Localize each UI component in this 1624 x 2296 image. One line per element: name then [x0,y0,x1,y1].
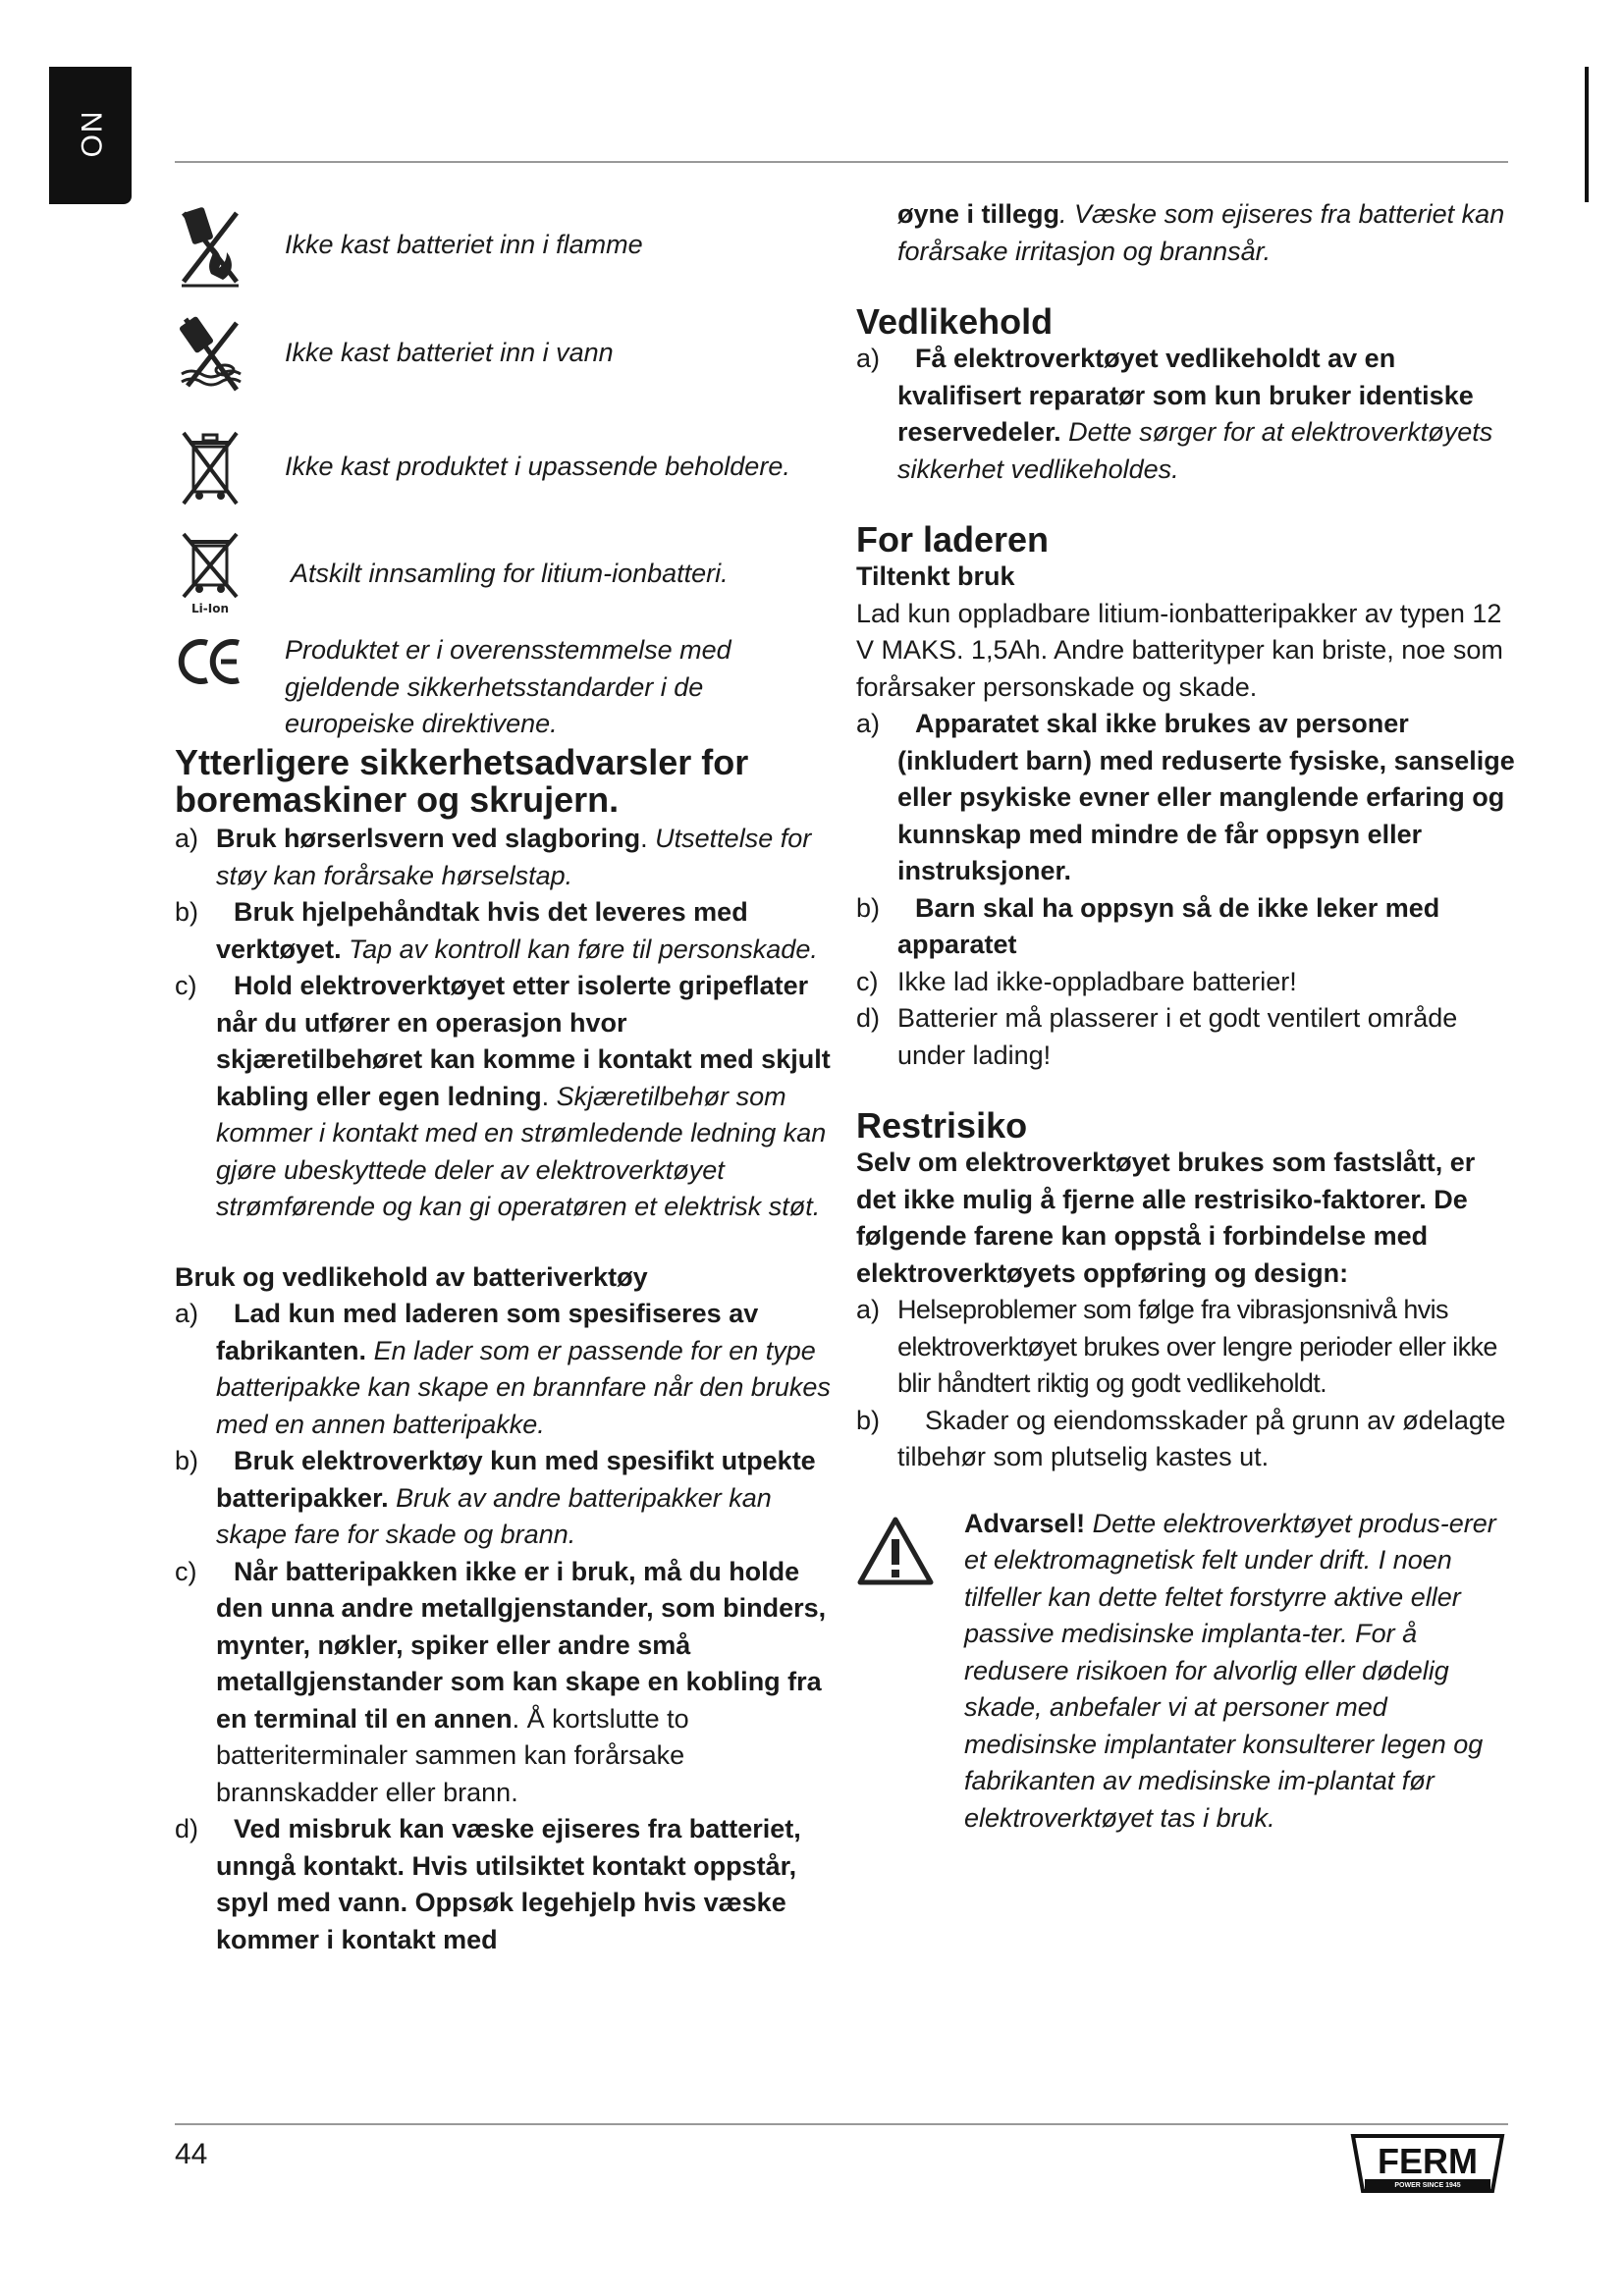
list-item: a) Få elektroverktøyet vedlikeholdt av en kvalifisert reparatør som kun bruker identiske reservedeler. Dette sørger for at elektroverktøyets sikkerhet vedlikeholdes. [856,344,1493,484]
section-heading-charger: For laderen [856,519,1050,560]
symbol-text: Atskilt innsamling for litium-ionbatteri. [291,559,729,589]
symbol-row-li-ion [175,522,835,626]
language-tab [49,67,132,204]
li-ion-label: Li-Ion [191,602,229,615]
list-item: b) Skader og eiendomsskader på grunn av ødelagte tilbehør som plutselig kastes ut. [856,1405,1506,1471]
section-heading-maintenance: Vedlikehold [856,301,1054,342]
ce-mark-icon [175,632,245,691]
language-code: NO [75,111,107,160]
symbol-text: Ikke kast batteriet inn i flamme [285,230,643,260]
li-ion-bin-icon [175,530,245,618]
no-fire-icon [175,201,245,290]
continued-text: øyne i tillegg. Væske som ejiseres fra batteriet kan forårsake irritasjon og brannsår. [897,199,1505,266]
crossed-bin-icon [175,423,245,511]
drill-list [175,821,835,1226]
section-heading-residual-risk: Restrisiko [856,1105,1028,1146]
residual-intro: Selv om elektroverktøyet brukes som fastslått, er det ikke mulig å fjerne alle restrisiko-faktorer. De følgende farene kan oppstå i forbindelse med elektroverktøyets oppføring og design: [856,1148,1476,1288]
symbol-row-fire [175,196,835,294]
svg-text:FERM: FERM [1378,2141,1478,2181]
warning-text: Advarsel! Dette elektroverktøyet produs-erer et elektromagnetisk felt under drift. I noen tilfeller kan dette feltet forstyrre aktive eller passive medisinske implanta-ter. For å redusere risikoen for alvorlig eller dødelig skade, anbefaler vi at personer med medisinske implantater konsulterer legen og fabrikanten av medisinske im-plantat før elektroverktøyet tas i bruk. [964,1508,1496,1833]
symbol-text: Ikke kast batteriet inn i vann [285,338,614,368]
symbol-text: Ikke kast produktet i upassende beholdere. [285,452,790,482]
list-item: a) Helseproblemer som følge fra vibrasjonsnivå hvis elektroverktøyet brukes over lengre perioder eller ikke blir håndtert riktig og godt vedlikeholdt. [856,1295,1497,1398]
symbol-row-ce [175,626,835,744]
list-item: b) Barn skal ha oppsyn så de ikke leker med apparatet [856,892,1440,959]
residual-list [856,1292,1516,1476]
section-heading-battery: Bruk og vedlikehold av batteriverktøy [175,1261,648,1292]
list-item: a) Apparatet skal ikke brukes av personer (inkludert barn) med reduserte fysiske, sanselige eller psykiske evner eller manglende erfaring og kunnskap med mindre de får oppsyn eller instruksjoner. [856,709,1515,885]
list-item: c) Ikke lad ikke-oppladbare batterier! [856,966,1297,996]
battery-list [175,1296,835,1958]
page-edge-marker [1585,67,1589,202]
section-heading-drills: Ytterligere sikkerhetsadvarsler for boremaskiner og skrujern. [175,742,749,820]
list-item: b) Bruk elektroverktøy kun med spesifikt utpekte batteripakker. Bruk av andre batteripakker kan skape fare for skade og brann. [175,1446,816,1549]
list-item: c) Når batteripakken ikke er i bruk, må du holde den unna andre metallgjenstander, som binders, mynter, nøkler, spiker eller andre små metallgjenstander som kan skape en kobling fra en terminal til en annen. Å kortslutte to batteriterminaler sammen kan forårsake brannskadder eller brann. [175,1556,827,1807]
list-item: a) Bruk hørserlsvern ved slagboring. Utsettelse for støy kan forårsake hørselstap. [175,824,812,890]
subheading-intended-use: Tiltenkt bruk [856,561,1015,591]
charger-list [856,706,1516,1074]
list-item: c) Hold elektroverktøyet etter isolerte gripeflater når du utfører en operasjon hvor skjæretilbehøret kan komme i kontakt med skjult kabling eller egen ledning. Skjæretilbehør som kommer i kontakt med en strømledende ledning kan gjøre ubeskyttede deler av elektroverktøyet strømførende og kan gi operatøren et elektrisk støt. [175,971,831,1221]
warning-triangle-icon [856,1506,964,1838]
list-item: d) Batterier må plasserer i et godt ventilert område under lading! [856,1003,1458,1070]
header-rule [175,161,1508,163]
charger-intro: Lad kun oppladbare litium-ionbatteripakker av typen 12 V MAKS. 1,5Ah. Andre batterityper kan briste, noe som forårsaker personskade og skade. [856,598,1503,702]
page-number: 44 [175,2138,208,2170]
symbol-row-bin [175,412,835,522]
list-item: d) Ved misbruk kan væske ejiseres fra batteriet, unngå kontakt. Hvis utilsiktet kontakt oppstår, spyl med vann. Oppsøk legehjelp hvis væske kommer i kontakt med [175,1814,801,1954]
list-item: a) Lad kun med laderen som spesifiseres av fabrikanten. En lader som er passende for en type batteripakke kan skape en brannfare når den brukes med en annen batteripakke. [175,1299,831,1439]
symbol-text: Produktet er i overensstemmelse med gjeldende sikkerhetsstandarder i de europeiske direktivene. [285,635,731,738]
warning-block [856,1506,1516,1838]
ferm-logo [1349,2132,1506,2195]
footer-rule [175,2123,1508,2125]
list-item: b) Bruk hjelpehåndtak hvis det leveres med verktøyet. Tap av kontroll kan føre til personskade. [175,897,818,964]
left-column [175,196,835,1958]
right-column [856,196,1516,1837]
symbol-row-water [175,294,835,412]
svg-text:POWER SINCE 1945: POWER SINCE 1945 [1394,2182,1461,2189]
no-water-icon [175,309,245,398]
